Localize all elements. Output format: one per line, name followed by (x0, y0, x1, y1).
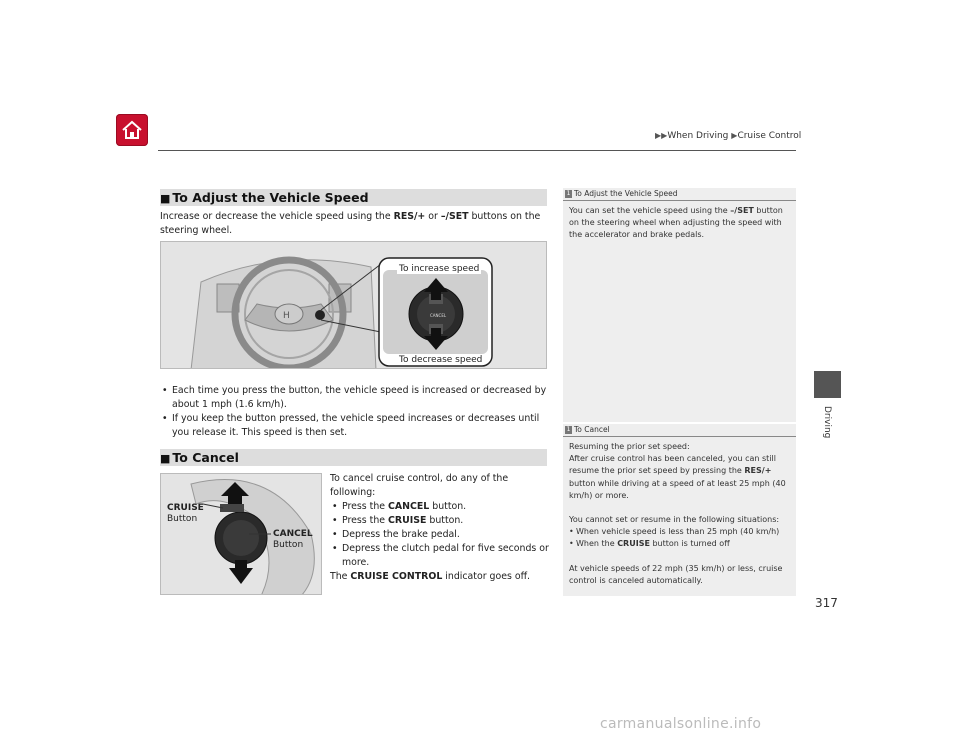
list-item: • Depress the clutch pedal for five seconds or more. (330, 542, 552, 570)
note-marker-icon: 1 (566, 426, 571, 433)
square-bullet-icon: ■ (160, 452, 171, 465)
cancel-button-illustration (160, 473, 322, 595)
note-text-cancel: Resuming the prior set speed: After cruise control has been canceled, you can still resume the prior set speed by pressing the RES/+ button while driving at a speed of at least 25 mph (40 km/h) or more. You cannot set or resume in the following situations: • When vehicle speed is less than 25 mph (40 km/h) • When the CRUISE button is turned off At vehicle speeds of 22 mph (35 km/h) or less, cruise control is canceled automatically. (563, 437, 796, 587)
section-heading-cancel: ■ To Cancel (160, 449, 547, 466)
note-title-adjust: 1 To Adjust the Vehicle Speed (563, 188, 796, 201)
cancel-bullets (330, 500, 552, 570)
adjust-bullets (160, 384, 552, 440)
list-item: • When the CRUISE button is turned off (569, 538, 790, 550)
breadcrumb-item-when-driving[interactable]: When Driving (667, 131, 729, 141)
page-number: 317 (815, 596, 838, 610)
breadcrumb-arrow-icon: ▶ (731, 131, 738, 140)
cruise-button-label: CRUISE Button (167, 503, 204, 524)
adjust-intro: Increase or decrease the vehicle speed using the RES/+ or –/SET buttons on the steering wheel. (160, 211, 541, 236)
list-item: • If you keep the button pressed, the vehicle speed increases or decreases until you release it. This speed is then set. (160, 412, 552, 440)
cancel-outro: The CRUISE CONTROL indicator goes off. (330, 571, 531, 582)
note-title-cancel: 1 To Cancel (563, 424, 796, 437)
increase-speed-label: To increase speed (399, 264, 480, 274)
steering-wheel-illustration (160, 241, 547, 369)
section-heading-adjust: ■ To Adjust the Vehicle Speed (160, 189, 547, 206)
note-box-adjust (563, 188, 796, 422)
note-marker-icon: 1 (566, 190, 571, 197)
list-item: • Press the CRUISE button. (330, 514, 552, 528)
list-item: • Each time you press the button, the vehicle speed is increased or decreased by about 1 mph (1.6 km/h). (160, 384, 552, 412)
note-box-cancel (563, 424, 796, 596)
dashboard-drawing (161, 242, 547, 369)
cancel-button-label: CANCEL Button (273, 529, 313, 550)
note-cancel-bullets (569, 526, 790, 550)
svg-text:H: H (283, 311, 290, 321)
chapter-tab[interactable] (814, 371, 841, 398)
square-bullet-icon: ■ (160, 192, 171, 205)
breadcrumb-item-cruise-control[interactable]: Cruise Control (737, 131, 802, 141)
cancel-intro: To cancel cruise control, do any of the following: (330, 473, 509, 498)
note-text-adjust: You can set the vehicle speed using the –/SET button on the steering wheel when adjusting the speed with the accelerator and brake pedals. (569, 206, 783, 240)
decrease-speed-label: To decrease speed (399, 355, 483, 365)
home-button[interactable] (116, 114, 148, 146)
svg-text:CANCEL: CANCEL (430, 313, 447, 318)
breadcrumb-arrow-icon: ▶▶ (655, 131, 668, 140)
cancel-text (330, 472, 552, 584)
chapter-tab-label: Driving (822, 406, 832, 439)
list-item: • Press the CANCEL button. (330, 500, 552, 514)
home-icon (121, 119, 143, 141)
breadcrumb (655, 131, 801, 141)
list-item: • Depress the brake pedal. (330, 528, 552, 542)
header-divider (158, 150, 796, 151)
list-item: • When vehicle speed is less than 25 mph (40 km/h) (569, 526, 790, 538)
watermark: carmanualsonline.info (600, 716, 762, 732)
